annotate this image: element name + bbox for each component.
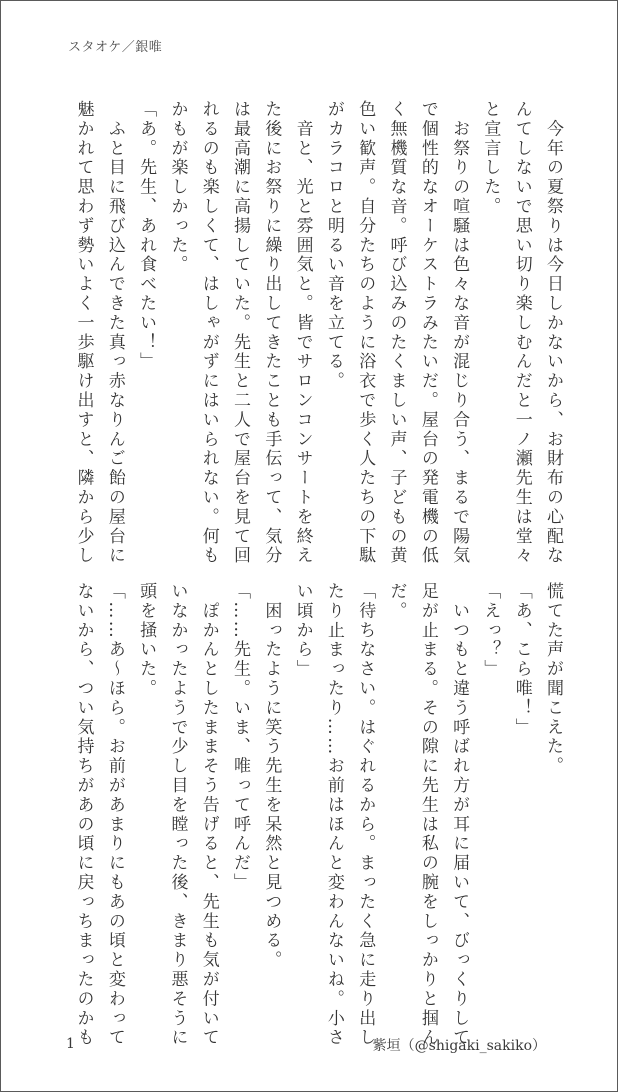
author-credit: 紫垣（@shigaki_sakiko） (372, 1038, 546, 1054)
text-line: く無機質な音。呼び込みのたくましい声、子どもの黄 (386, 100, 407, 566)
text-line: いなかったようで少し目を瞠った後、きまり悪そうに (167, 582, 188, 1048)
text-line: たり止まったり……お前はほんと変わんないね。小さ (323, 582, 344, 1048)
page-number: 1 (66, 1036, 75, 1052)
text-line: だ。 (386, 582, 407, 621)
text-line: 今年の夏祭りは今日しかないから、お財布の心配な (543, 100, 563, 566)
text-line: お祭りの喧騒は色々な音が混じり合う、まるで陽気 (449, 100, 470, 566)
text-line: れるのも楽しくて、はしゃがずにはいられない。何も (198, 100, 219, 566)
text-line: と宣言した。 (480, 100, 501, 217)
text-line: で個性的なオーケストラみたいだ。屋台の発電機の低 (417, 100, 438, 566)
text-line: た後にお祭りに繰り出してきたことも手伝って、気分 (261, 100, 282, 566)
text-line: 「待ちなさい。はぐれるから。まったく急に走り出し (355, 582, 376, 1048)
text-line: 音と、光と雰囲気と。皆でサロンコンサートを終え (292, 100, 313, 566)
text-line: ないから、つい気持ちがあの頃に戻っちまったのかも (73, 582, 94, 1048)
text-line: 「……先生。いま、唯って呼んだ」 (230, 582, 251, 893)
text-line: 魅かれて思わず勢いよく一歩駆け出すと、隣から少し (73, 100, 94, 566)
text-line: は最高潮に高揚していた。先生と二人で屋台を見て回 (230, 100, 251, 566)
text-line: ぽかんとしたままそう告げると、先生も気が付いて (198, 582, 219, 1048)
text-line: 「えっ？」 (480, 582, 501, 679)
story-text-top (67, 100, 568, 566)
text-line: いつもと違う呼ばれ方が耳に届いて、びっくりして (449, 582, 470, 1048)
text-line: 頭を掻いた。 (136, 582, 157, 699)
text-line: がカラコロと明るい音を立てる。 (323, 100, 344, 391)
text-line: ふと目に飛び込んできた真っ赤なりんご飴の屋台に (104, 100, 125, 566)
text-line: 「……あ〜ほら。お前があまりにもあの頃と変わって (104, 582, 125, 1048)
text-line: 色い歓声。自分たちのように浴衣で歩く人たちの下駄 (355, 100, 376, 566)
text-line: かもが楽しかった。 (167, 100, 188, 275)
text-line: んてしないで思い切り楽しむんだと一ノ瀬先生は堂々 (511, 100, 532, 566)
text-line: い頃から」 (292, 582, 313, 679)
text-line: 慌てた声が聞こえた。 (543, 582, 563, 776)
text-line: 困ったように笑う先生を呆然と見つめる。 (261, 582, 282, 970)
text-line: 「あ。先生、あれ食べたい！」 (136, 100, 157, 372)
text-line: 足が止まる。その隙に先生は私の腕をしっかりと掴ん (417, 582, 438, 1048)
running-header: スタオケ／銀唯 (68, 40, 163, 55)
text-line: 「あ、こら唯！」 (511, 582, 532, 738)
